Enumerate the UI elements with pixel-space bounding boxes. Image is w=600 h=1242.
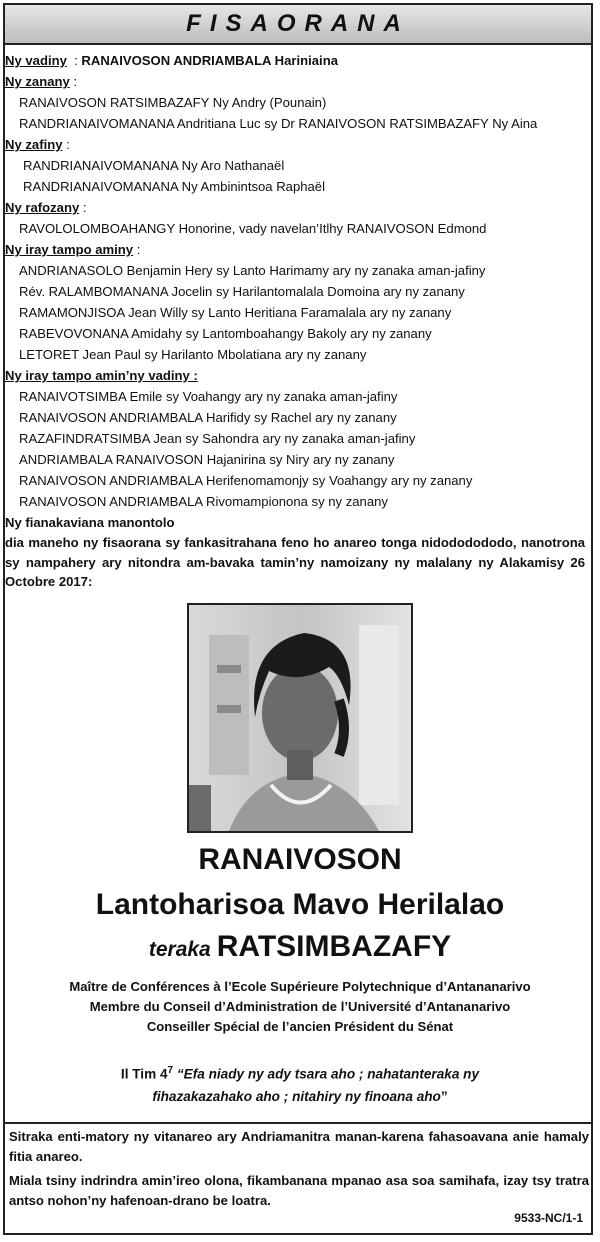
header-banner [5,5,591,45]
verse-text-1: “Efa niady ny ady tsara aho ; nahatanteraka ny [176,1066,480,1082]
list-item: RANAIVOSON RATSIMBAZAFY Ny Andry (Pounain) [19,95,327,110]
divider [3,1122,593,1124]
vadiny-value: RANAIVOSON ANDRIAMBALA Hariniaina [81,53,338,68]
list-item: RANDRIANAIVOMANANA Ny Ambinintsoa Raphaël [23,179,325,194]
family-list [5,50,585,592]
thanks-section [9,1127,589,1215]
notice-title: FISAORANA [186,10,410,37]
zafiny-heading: Ny zafiny : [5,137,70,152]
title-line: Membre du Conseil d’Administration de l’Université d’Antananarivo [89,999,511,1014]
announcement-text: dia maneho ny fisaorana sy fankasitrahana feno ho anareo tonga nidododododo, nanotrona sy nampahery ary nitondra am-bavaka tamin’ny namoizany ny malalany ny Alakamisy 26 Octobre 2017: [5,535,585,589]
verse-close-quote: ” [440,1088,448,1104]
list-item: RANAIVOSON ANDRIAMBALA Herifenomamonjy sy Voahangy ary ny zanany [19,473,473,488]
vadiny-label: Ny vadiny [5,53,67,68]
title-line: Maître de Conférences à l’Ecole Supérieure Polytechnique d’Antananarivo [69,979,531,994]
deceased-given-names: Lantoharisoa Mavo Herilalao [95,888,505,921]
list-item: RANDRIANAIVOMANANA Ny Aro Nathanaël [23,158,285,173]
iray-tampo-vadiny-heading [5,365,585,386]
iray-tampo-aminy-heading: Ny iray tampo aminy : [5,242,141,257]
list-item: RABEVOVONANA Amidahy sy Lantomboahangy Bakoly ary ny zanany [19,326,432,341]
list-item: RANAIVOSON ANDRIAMBALA Harifidy sy Rachel ary ny zanany [19,410,397,425]
list-item: Rév. RALAMBOMANANA Jocelin sy Harilantomalala Domoina ary ny zanany [19,284,465,299]
deceased-titles [0,977,600,1037]
iray-tampo-vadiny-label: Ny iray tampo amin’ny vadiny : [5,368,198,383]
bible-verse [0,1060,600,1108]
deceased-maiden-line [0,930,600,964]
title-line: Conseiller Spécial de l’ancien Président du Sénat [146,1019,454,1034]
list-item: RANAIVOTSIMBA Emile sy Voahangy ary ny zanaka aman-jafiny [19,389,398,404]
teraka-label: teraka [148,938,211,961]
iray-tampo-aminy-label: Ny iray tampo aminy [5,242,134,257]
list-item: RAMAMONJISOA Jean Willy sy Lanto Heritiana Faramalala ary ny zanany [19,305,452,320]
deceased-surname: RANAIVOSON [198,843,402,876]
deceased-maiden-name: RATSIMBAZAFY [216,930,452,963]
zanany-label: Ny zanany [5,74,70,89]
verse-number: 7 [167,1065,174,1076]
thanks-paragraph: Miala tsiny indrindra amin’ireo olona, fikambanana mpanao asa soa samihafa, izay tsy tratra antso nohon’ny hafenoan-drano be loatra. [9,1173,589,1208]
list-item: LETORET Jean Paul sy Harilanto Mbolatiana ary ny zanany [19,347,367,362]
verse-reference: Il Tim 4 [120,1066,168,1082]
verse-line-1 [0,1060,600,1086]
verse-text-2: fihazakazahako aho ; nitahiry ny finoana aho [152,1088,441,1104]
list-item: RANDRIANAIVOMANANA Andritiana Luc sy Dr RANAIVOSON RATSIMBAZAFY Ny Aina [19,116,538,131]
vadiny-line: Ny vadiny : RANAIVOSON ANDRIAMBALA Hariniaina [5,53,338,68]
thanks-paragraph: Sitraka enti-matory ny vitanareo ary Andriamanitra manan-karena fahasoavana anie hamaly fitia anareo. [9,1129,589,1164]
list-item: RAZAFINDRATSIMBA Jean sy Sahondra ary ny zanaka aman-jafiny [19,431,416,446]
list-item: RANAIVOSON ANDRIAMBALA Rivomampionona sy ny zanany [19,494,388,509]
list-item: ANDRIANASOLO Benjamin Hery sy Lanto Harimamy ary ny zanaka aman-jafiny [19,263,486,278]
list-item: ANDRIAMBALA RANAIVOSON Hajanirina sy Niry ary ny zanany [19,452,395,467]
reference-code: 9533-NC/1-1 [514,1211,583,1225]
portrait-image [189,605,411,831]
list-item: RAVOLOLOMBOAHANGY Honorine, vady navelan’Itlhy RANAIVOSON Edmond [19,221,487,236]
fianakaviana-line: Ny fianakaviana manontolo [5,515,175,530]
rafozany-heading: Ny rafozany : [5,200,87,215]
portrait-photo [187,603,413,833]
zanany-heading: Ny zanany : [5,74,78,89]
zafiny-label: Ny zafiny [5,137,63,152]
verse-line-2 [0,1086,600,1108]
rafozany-label: Ny rafozany [5,200,80,215]
